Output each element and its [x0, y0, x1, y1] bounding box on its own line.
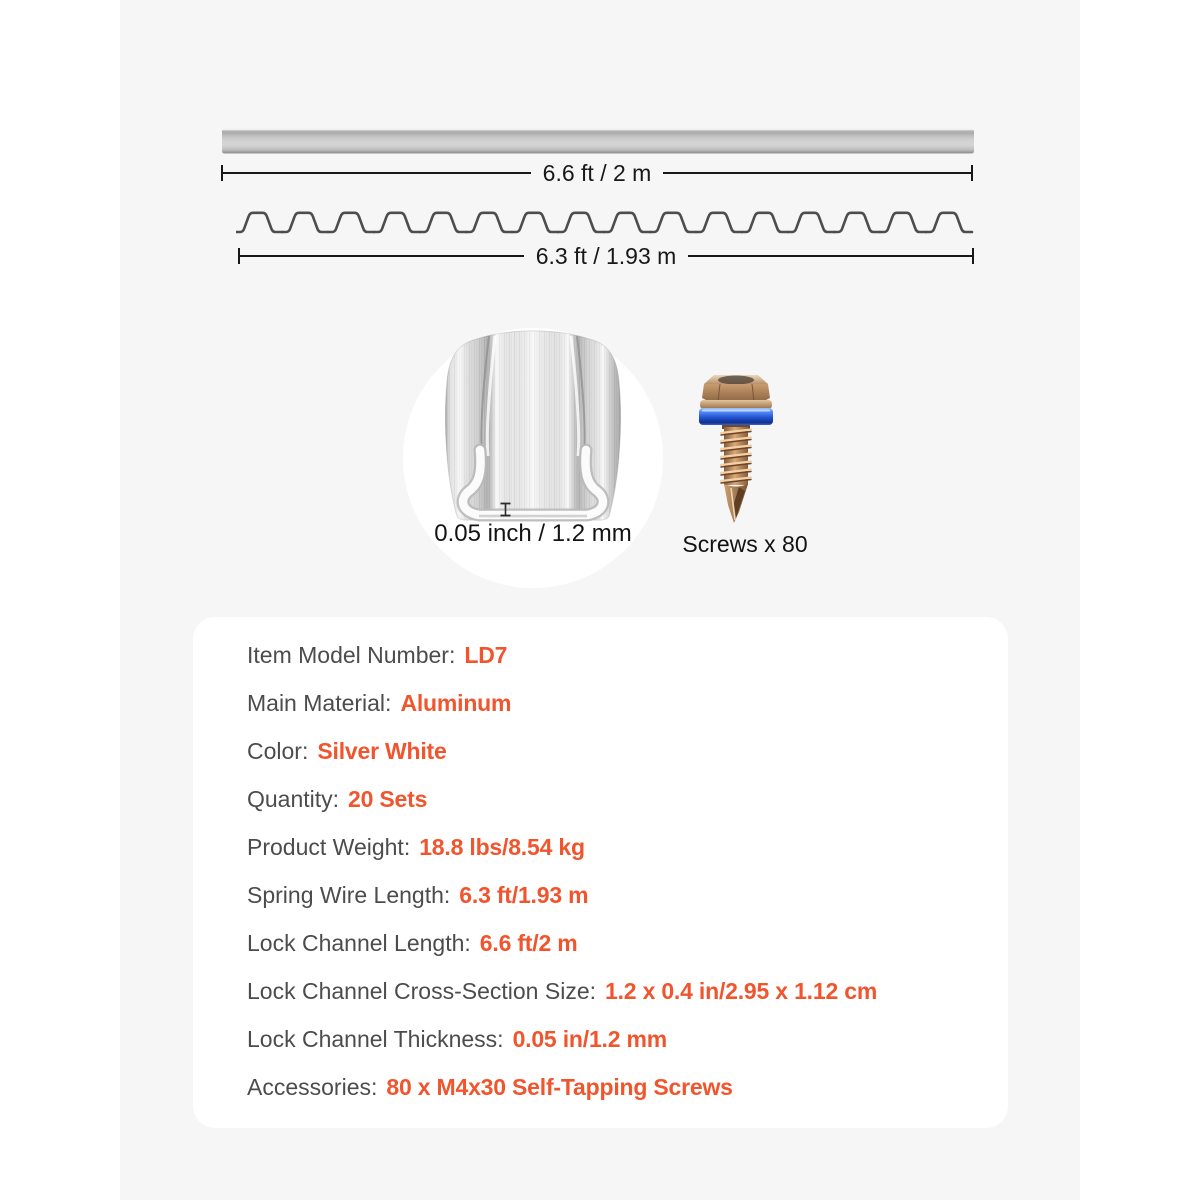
- screw-illustration: [698, 372, 774, 528]
- spec-row-cross-section: [247, 967, 954, 1015]
- lock-channel-cross-section: [433, 330, 633, 522]
- spec-label: Accessories:: [247, 1073, 378, 1100]
- spec-value: 6.6 ft/2 m: [479, 929, 578, 956]
- channel-length-dimension: [221, 159, 973, 186]
- spec-label: Lock Channel Length:: [247, 929, 471, 956]
- spec-value: Silver White: [317, 737, 447, 764]
- screws-count-label: Screws x 80: [682, 531, 808, 557]
- spec-value: 20 Sets: [348, 785, 428, 812]
- spec-row-wire-length: [247, 871, 954, 919]
- lock-channel-side-view: [222, 128, 974, 154]
- dimension-end-tick-icon: [972, 248, 974, 264]
- spec-value: LD7: [464, 641, 508, 668]
- spec-row-material: [247, 679, 954, 727]
- spec-value: 0.05 in/1.2 mm: [512, 1025, 668, 1052]
- wire-length-dimension: [238, 242, 974, 269]
- spec-row-thickness: [247, 1015, 954, 1063]
- channel-length-label: 6.6 ft / 2 m: [542, 159, 652, 186]
- spec-label: Quantity:: [247, 785, 340, 812]
- wire-length-label: 6.3 ft / 1.93 m: [535, 242, 677, 269]
- spec-row-weight: [247, 823, 954, 871]
- spec-label: Color:: [247, 737, 309, 764]
- thickness-label: 0.05 inch / 1.2 mm: [434, 520, 632, 547]
- spec-label: Lock Channel Cross-Section Size:: [247, 977, 596, 1004]
- spec-row-accessories: [247, 1063, 954, 1111]
- spec-value: 1.2 x 0.4 in/2.95 x 1.12 cm: [605, 977, 878, 1004]
- spec-label: Item Model Number:: [247, 641, 456, 668]
- spec-row-quantity: [247, 775, 954, 823]
- spec-value: 18.8 lbs/8.54 kg: [419, 833, 585, 860]
- spec-row-model: [247, 631, 954, 679]
- spec-value: 6.3 ft/1.93 m: [459, 881, 589, 908]
- dimension-end-tick-icon: [971, 165, 973, 181]
- spec-label: Main Material:: [247, 689, 392, 716]
- content-panel: [120, 0, 1080, 1200]
- spec-label: Spring Wire Length:: [247, 881, 451, 908]
- spec-label: Lock Channel Thickness:: [247, 1025, 504, 1052]
- spec-value: 80 x M4x30 Self-Tapping Screws: [386, 1073, 733, 1100]
- spec-label: Product Weight:: [247, 833, 411, 860]
- thickness-marker-icon: [499, 502, 512, 517]
- spec-row-channel-length: [247, 919, 954, 967]
- cross-section-zoom-circle: [403, 328, 663, 588]
- spec-card: [193, 617, 1008, 1128]
- spring-wire-illustration: [236, 209, 974, 236]
- spec-row-color: [247, 727, 954, 775]
- spec-value: Aluminum: [400, 689, 512, 716]
